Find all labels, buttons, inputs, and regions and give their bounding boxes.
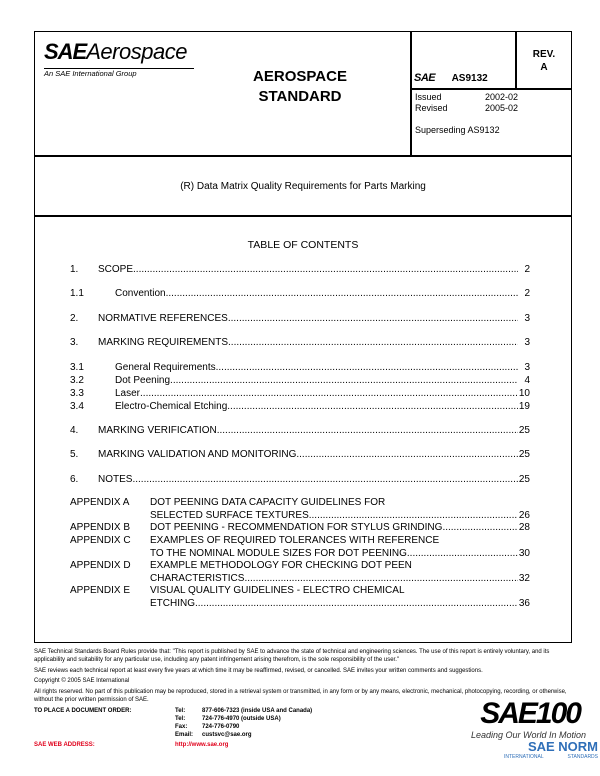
toc-entry[interactable] <box>70 375 530 388</box>
toc-entry-page: 25 <box>518 425 530 436</box>
toc-entry-number: 3.2 <box>70 375 84 386</box>
appendix-page: 26 <box>518 510 530 521</box>
fax-label: Fax: <box>175 724 188 730</box>
appendix-title-line-1: EXAMPLES OF REQUIRED TOLERANCES WITH REFERENCE <box>150 535 440 546</box>
appendix-label: APPENDIX C <box>70 535 131 546</box>
toc-entry-title: Convention ..... <box>115 288 518 299</box>
issued-label: Issued <box>415 92 442 102</box>
appendix-label: APPENDIX A <box>70 497 130 508</box>
appendix-title-line-2: CHARACTERISTICS <box>150 573 245 584</box>
toc-entry-title: MARKING VALIDATION AND MONITORING ..... <box>98 449 518 460</box>
header-divider <box>34 155 572 157</box>
toc-entry-title: MARKING VERIFICATION ..... <box>98 425 518 436</box>
toc-entry-page: 25 <box>518 474 530 485</box>
appendix-page: 30 <box>518 548 530 559</box>
footer-copyright: Copyright © 2005 SAE International <box>34 678 130 684</box>
toc-entry-page: 3 <box>524 337 530 348</box>
toc-entry-number: 4. <box>70 425 79 436</box>
toc-entry-number: 3.4 <box>70 401 84 412</box>
toc-entry-page: 3 <box>524 313 530 324</box>
appendix-page: 32 <box>518 573 530 584</box>
doc-number-block <box>414 68 488 86</box>
watermark-sub-left: INTERNATIONAL <box>504 754 544 760</box>
appendix-label: APPENDIX E <box>70 585 131 596</box>
appendix-label: APPENDIX B <box>70 522 131 533</box>
toc-entry-title: Laser ..... <box>115 388 518 399</box>
toc-entry-title: NOTES ..... <box>98 474 518 485</box>
toc-entry[interactable] <box>70 474 530 487</box>
toc-entry-number: 3.1 <box>70 362 84 373</box>
title-divider <box>34 215 572 217</box>
toc-entry-page: 2 <box>524 288 530 299</box>
logo-subtitle: An SAE International Group <box>44 69 137 78</box>
toc-entry-number: 1.1 <box>70 288 84 299</box>
revised-value: 2005-02 <box>485 103 519 113</box>
toc-entry[interactable] <box>70 362 530 375</box>
header-vline-1 <box>410 31 412 156</box>
sae-norm-watermark <box>498 740 598 760</box>
logo-aerospace-text: Aerospace <box>86 39 187 64</box>
toc-entry-title: General Requirements ..... <box>115 362 518 373</box>
toc-entry[interactable] <box>70 264 530 277</box>
tel2-value[interactable]: 724-776-4970 (outside USA) <box>202 716 281 722</box>
doc-number: AS9132 <box>451 73 488 84</box>
toc-entry-title: Electro-Chemical Etching ..... <box>115 401 518 412</box>
issued-value: 2002-02 <box>485 92 519 102</box>
appendix-title-line-2: SELECTED SURFACE TEXTURES <box>150 510 309 521</box>
web-address-label: SAE WEB ADDRESS: <box>34 742 95 748</box>
web-address-link[interactable]: http://www.sae.org <box>175 742 229 748</box>
toc-heading: TABLE OF CONTENTS <box>247 239 359 251</box>
appendix-title-line-1: DOT PEENING DATA CAPACITY GUIDELINES FOR <box>150 497 386 508</box>
tel2-label: Tel: <box>175 716 186 722</box>
toc-entry-number: 6. <box>70 474 79 485</box>
toc-entry[interactable] <box>70 388 530 401</box>
toc-entry[interactable] <box>70 449 530 462</box>
toc-entry-page: 10 <box>518 388 530 399</box>
watermark-sub-right: STANDARDS <box>567 754 598 760</box>
toc-entry-number: 2. <box>70 313 79 324</box>
appendix-title-line-1: EXAMPLE METHODOLOGY FOR CHECKING DOT PEEN <box>150 560 412 571</box>
rev-value: A <box>540 62 548 73</box>
email-label: Email: <box>175 732 194 738</box>
appendix-label: APPENDIX D <box>70 560 131 571</box>
toc-entry[interactable] <box>70 337 530 350</box>
sae-mark-icon: SAE <box>414 72 436 84</box>
document-title: (R) Data Matrix Quality Requirements for Parts Marking <box>180 181 426 192</box>
appendix-page: 28 <box>518 522 530 533</box>
title-line-1: AEROSPACE <box>253 68 347 85</box>
contact-block <box>175 707 415 739</box>
toc-entry[interactable] <box>70 288 530 301</box>
title-line-2: STANDARD <box>258 88 342 105</box>
toc-entry-number: 1. <box>70 264 79 275</box>
rev-divider <box>410 88 572 90</box>
toc-entry-page: 3 <box>524 362 530 373</box>
order-label: TO PLACE A DOCUMENT ORDER: <box>34 708 132 714</box>
tel1-label: Tel: <box>175 708 186 714</box>
footer-rules-notice: SAE Technical Standards Board Rules provide that: "This report is published by SAE to advance the state of technical and engineering sciences. The use of this report is entirely voluntary, and its applicability and suitability for any particular use, including any patent infringement arising therefrom, is the sole responsibility of the user." <box>34 649 550 663</box>
toc-entry-title: SCOPE ..... <box>98 264 518 275</box>
toc-entry-number: 3.3 <box>70 388 84 399</box>
toc-entry-page: 25 <box>518 449 530 460</box>
toc-entry-title: Dot Peening ..... <box>115 375 518 386</box>
toc-entry-page: 4 <box>524 375 530 386</box>
appendix-title-line-1: VISUAL QUALITY GUIDELINES - ELECTRO CHEMICAL <box>150 585 405 596</box>
sae100-mark: SAE100 <box>480 697 580 730</box>
sae-aerospace-logo <box>44 40 204 78</box>
revised-label: Revised <box>415 103 448 113</box>
toc-entry-title: NORMATIVE REFERENCES ..... <box>98 313 518 324</box>
toc-entry-page: 2 <box>524 264 530 275</box>
footer-rights-notice: All rights reserved. No part of this publication may be reproduced, stored in a retrieval system or transmitted, in any form or by any means, electronic, mechanical, photocopying, recording, or otherwise, without the prior written permission of SAE. <box>34 689 567 703</box>
tel1-value[interactable]: 877-606-7323 (inside USA and Canada) <box>202 708 313 714</box>
sae100-logo <box>430 698 590 740</box>
toc-entry[interactable] <box>70 313 530 326</box>
rev-block <box>517 48 571 74</box>
toc-entry[interactable] <box>70 425 530 438</box>
toc-entry-page: 19 <box>518 401 530 412</box>
appendix-page: 36 <box>518 598 530 609</box>
appendix-title-line-2: TO THE NOMINAL MODULE SIZES FOR DOT PEENING <box>150 548 407 559</box>
standard-type-title <box>215 67 385 107</box>
superseding-text: Superseding AS9132 <box>415 125 500 135</box>
sae100-tagline: Leading Our World In Motion <box>470 730 586 740</box>
email-link[interactable]: custsvc@sae.org <box>202 732 252 738</box>
appendix-title-line-1: DOT PEENING - RECOMMENDATION FOR STYLUS GRINDING <box>150 522 443 533</box>
toc-entry-number: 3. <box>70 337 79 348</box>
toc-entry-number: 5. <box>70 449 79 460</box>
rev-label: REV. <box>532 49 556 60</box>
logo-sae-text: SAE <box>44 39 87 64</box>
footer-review-notice: SAE reviews each technical report at least every five years at which time it may be reaffirmed, revised, or cancelled. SAE invites your written comments and suggestions. <box>34 668 483 674</box>
toc-entry[interactable] <box>70 401 530 414</box>
appendix-title-line-2: ETCHING <box>150 598 195 609</box>
watermark-text: SAE NORM <box>527 739 598 754</box>
toc-entry-title: MARKING REQUIREMENTS ..... <box>98 337 518 348</box>
fax-value: 724-776-0790 <box>202 724 240 730</box>
